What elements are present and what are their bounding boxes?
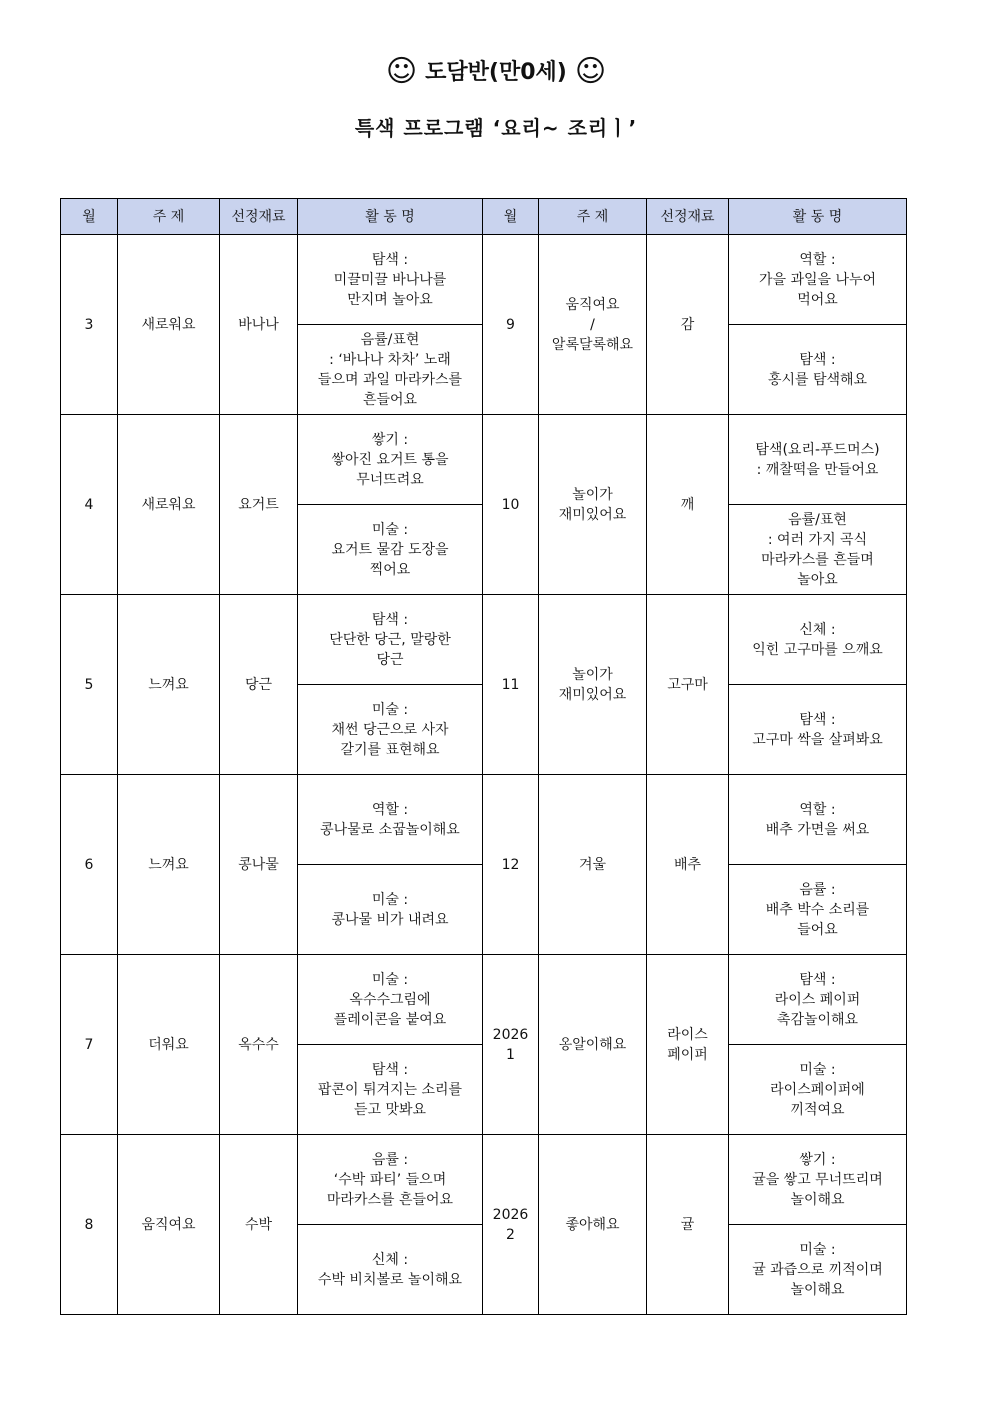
activity-cell: 탐색 : 홍시를 탐색해요 — [729, 325, 907, 415]
month-cell: 2026 1 — [483, 955, 539, 1135]
activity-cell: 신체 : 익힌 고구마를 으깨요 — [729, 595, 907, 685]
material-cell: 바나나 — [220, 235, 298, 415]
activity-cell: 탐색 : 라이스 페이퍼 촉감놀이해요 — [729, 955, 907, 1045]
theme-cell: 더워요 — [118, 955, 220, 1135]
activity-cell: 역할 : 배추 가면을 써요 — [729, 775, 907, 865]
month-cell: 3 — [61, 235, 118, 415]
activity-cell: 역할 : 가을 과일을 나누어 먹어요 — [729, 235, 907, 325]
theme-cell: 느껴요 — [118, 775, 220, 955]
material-cell: 고구마 — [647, 595, 729, 775]
theme-cell: 놀이가 재미있어요 — [539, 415, 647, 595]
material-cell: 배추 — [647, 775, 729, 955]
month-cell: 7 — [61, 955, 118, 1135]
theme-cell: 느껴요 — [118, 595, 220, 775]
theme-cell: 옹알이해요 — [539, 955, 647, 1135]
activity-cell: 역할 : 콩나물로 소꿉놀이해요 — [298, 775, 483, 865]
material-cell: 콩나물 — [220, 775, 298, 955]
material-cell: 라이스 페이퍼 — [647, 955, 729, 1135]
smiley-icon: ☺ — [385, 54, 418, 89]
theme-cell: 움직여요 — [118, 1135, 220, 1315]
month-cell: 5 — [61, 595, 118, 775]
theme-cell: 새로워요 — [118, 235, 220, 415]
activity-cell: 쌓기 : 귤을 쌓고 무너뜨리며 놀이해요 — [729, 1135, 907, 1225]
theme-cell: 새로워요 — [118, 415, 220, 595]
header-material: 선정재료 — [647, 199, 729, 235]
program-subtitle: 특색 프로그램 ‘요리~ 조리ㅣ’ — [354, 116, 638, 140]
activity-cell: 미술 : 콩나물 비가 내려요 — [298, 865, 483, 955]
activity-cell: 탐색 : 팝콘이 튀겨지는 소리를 듣고 맛봐요 — [298, 1045, 483, 1135]
month-cell: 2026 2 — [483, 1135, 539, 1315]
header-material: 선정재료 — [220, 199, 298, 235]
table-row — [61, 235, 907, 325]
activity-cell: 미술 : 옥수수그림에 플레이콘을 붙여요 — [298, 955, 483, 1045]
theme-cell: 좋아해요 — [539, 1135, 647, 1315]
header-month: 월 — [61, 199, 118, 235]
activity-cell: 음률 : ‘수박 파티’ 들으며 마라카스를 흔들어요 — [298, 1135, 483, 1225]
activity-cell: 쌓기 : 쌓아진 요거트 통을 무너뜨려요 — [298, 415, 483, 505]
activity-cell: 미술 : 라이스페이퍼에 끼적여요 — [729, 1045, 907, 1135]
month-cell: 12 — [483, 775, 539, 955]
activity-cell: 신체 : 수박 비치볼로 놀이해요 — [298, 1225, 483, 1315]
activity-cell: 미술 : 채썬 당근으로 사자 갈기를 표현해요 — [298, 685, 483, 775]
activity-cell: 탐색 : 고구마 싹을 살펴봐요 — [729, 685, 907, 775]
theme-cell: 움직여요 / 알록달록해요 — [539, 235, 647, 415]
material-cell: 깨 — [647, 415, 729, 595]
material-cell: 귤 — [647, 1135, 729, 1315]
month-cell: 11 — [483, 595, 539, 775]
month-cell: 4 — [61, 415, 118, 595]
smiley-icon: ☺ — [574, 54, 607, 89]
table-row — [61, 1135, 907, 1225]
theme-cell: 놀이가 재미있어요 — [539, 595, 647, 775]
activity-cell: 음률 : 배추 박수 소리를 들어요 — [729, 865, 907, 955]
activity-cell: 음률/표현 : 여러 가지 곡식 마라카스를 흔들며 놀아요 — [729, 505, 907, 595]
theme-cell: 겨울 — [539, 775, 647, 955]
month-cell: 8 — [61, 1135, 118, 1315]
class-name: 도담반(만0세) — [425, 60, 567, 85]
material-cell: 수박 — [220, 1135, 298, 1315]
header-activity: 활 동 명 — [729, 199, 907, 235]
header-month: 월 — [483, 199, 539, 235]
material-cell: 당근 — [220, 595, 298, 775]
table-row — [61, 415, 907, 505]
activity-cell: 미술 : 요거트 물감 도장을 찍어요 — [298, 505, 483, 595]
table-header-row — [61, 199, 907, 235]
month-cell: 6 — [61, 775, 118, 955]
activity-cell: 음률/표현 : ‘바나나 차차’ 노래 들으며 과일 마라카스를 흔들어요 — [298, 325, 483, 415]
header-theme: 주 제 — [118, 199, 220, 235]
material-cell: 요거트 — [220, 415, 298, 595]
page-title — [0, 52, 992, 93]
activity-cell: 탐색(요리-푸드머스) : 깨찰떡을 만들어요 — [729, 415, 907, 505]
material-cell: 옥수수 — [220, 955, 298, 1135]
program-schedule-table — [60, 198, 907, 1315]
table-row — [61, 775, 907, 865]
activity-cell: 미술 : 귤 과즙으로 끼적이며 놀이해요 — [729, 1225, 907, 1315]
month-cell: 9 — [483, 235, 539, 415]
month-cell: 10 — [483, 415, 539, 595]
activity-cell: 탐색 : 단단한 당근, 말랑한 당근 — [298, 595, 483, 685]
table-row — [61, 595, 907, 685]
activity-cell: 탐색 : 미끌미끌 바나나를 만지며 놀아요 — [298, 235, 483, 325]
material-cell: 감 — [647, 235, 729, 415]
header-theme: 주 제 — [539, 199, 647, 235]
table-row — [61, 955, 907, 1045]
header-activity: 활 동 명 — [298, 199, 483, 235]
